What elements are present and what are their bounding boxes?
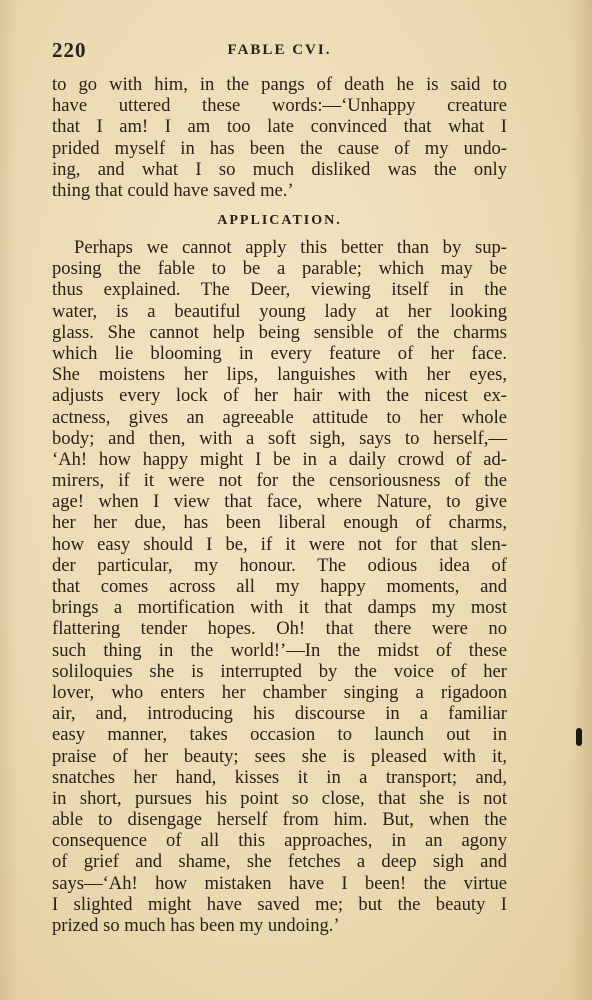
application-paragraph [52, 237, 507, 936]
text-line: of grief and shame, she fetches a deep sigh and [52, 851, 507, 873]
text-line: to go with him, in the pangs of death he is said to [52, 74, 507, 95]
text-line: easy manner, takes occasion to launch out in [52, 724, 507, 746]
text-line: have uttered these words:—‘Unhappy creature [52, 95, 507, 117]
fable-ending-paragraph [52, 74, 507, 201]
text-line: soliloquies she is interrupted by the voice of her [52, 660, 507, 682]
text-line: thing that could have saved me.’ [52, 179, 294, 201]
text-line: posing the fable to be a parable; which may be [52, 258, 507, 280]
text-line: air, and, introducing his discourse in a familiar [52, 703, 507, 725]
text-line: thus explained. The Deer, viewing itself in the [52, 279, 507, 301]
text-line: actness, gives an agreeable attitude to her whole [52, 406, 507, 428]
application-heading: APPLICATION. [217, 213, 342, 228]
text-line: that I am! I am too late convinced that what I [52, 116, 507, 138]
page-edge-shadow [570, 0, 592, 1000]
text-line: She moistens her lips, languishes with her eyes, [52, 364, 507, 386]
text-line: flattering tender hopes. Oh! that there were no [52, 618, 507, 640]
text-line: snatches her hand, kisses it in a transport; and, [52, 766, 507, 788]
text-line: ing, and what I so much disliked was the only [52, 158, 507, 180]
text-line: I slighted might have saved me; but the beauty I [52, 893, 507, 915]
ink-blot-mark [576, 728, 582, 746]
text-line: able to disengage herself from him. But, when the [52, 809, 507, 831]
page-number: 220 [52, 38, 87, 62]
text-line: praise of her beauty; sees she is pleased with it, [52, 745, 507, 767]
text-line: water, is a beautiful young lady at her looking [52, 300, 507, 322]
text-line: prided myself in has been the cause of my undo- [52, 137, 507, 159]
running-head: FABLE CVI. [227, 42, 332, 58]
page-gutter-shadow [0, 0, 18, 1000]
text-line: ‘Ah! how happy might I be in a daily crowd of ad- [52, 448, 507, 470]
text-line: says—‘Ah! how mistaken have I been! the virtue [52, 872, 507, 894]
text-line: mirers, if it were not for the censoriousness of the [52, 470, 507, 492]
text-line: in short, pursues his point so close, that she is not [52, 787, 507, 809]
text-line: age! when I view that face, where Nature, to give [52, 491, 507, 513]
text-line: glass. She cannot help being sensible of the charms [52, 321, 507, 343]
text-line: which lie blooming in every feature of her face. [52, 342, 507, 364]
text-line: how easy should I be, if it were not for that slen- [52, 533, 507, 555]
text-line: brings a mortification with it that damps my most [52, 597, 507, 619]
text-line: that comes across all my happy moments, and [52, 576, 507, 597]
text-line: her her due, has been liberal enough of charms, [52, 512, 507, 534]
page-header [52, 38, 507, 66]
text-line: der particular, my honour. The odious idea of [52, 554, 507, 576]
text-line: consequence of all this approaches, in an agony [52, 830, 507, 852]
text-line: Perhaps we cannot apply this better than by sup- [74, 237, 507, 258]
text-line: prized so much has been my undoing.’ [52, 915, 340, 936]
text-line: body; and then, with a soft sigh, says to herself,— [52, 427, 507, 449]
text-line: lover, who enters her chamber singing a rigadoon [52, 681, 507, 703]
text-line: such thing in the world!’—In the midst of these [52, 639, 507, 661]
text-line: adjusts every lock of her hair with the nicest ex- [52, 385, 507, 407]
